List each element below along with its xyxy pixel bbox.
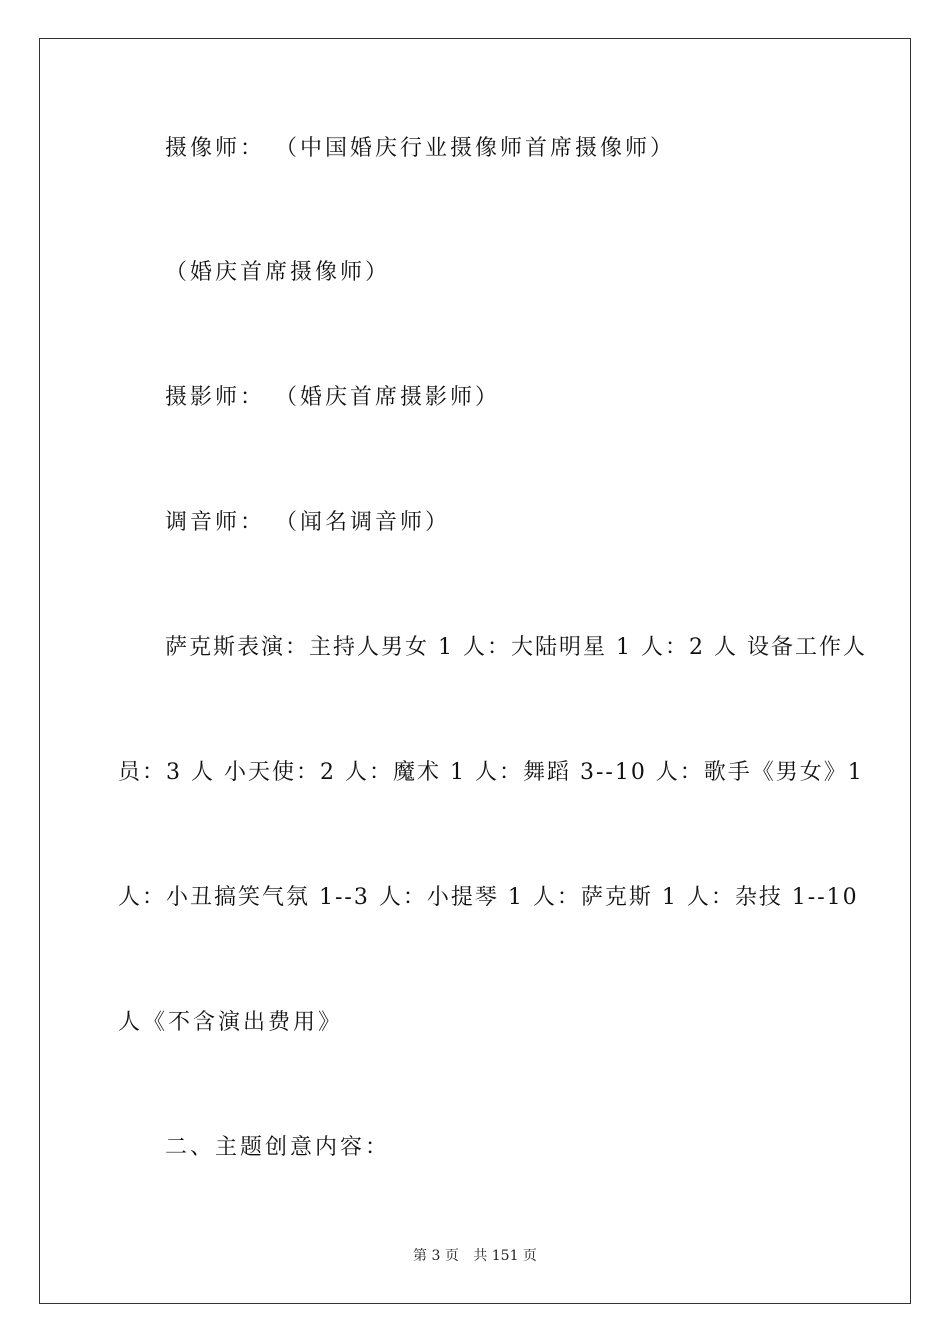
text-line-performers-2: 员：3 人 小天使：2 人：魔术 1 人：舞蹈 3--10 人：歌手《男女》1 [118, 760, 864, 785]
page-total: 共 151 页 [473, 1248, 537, 1264]
page-footer [0, 1246, 950, 1266]
text-line-sound-engineer: 调音师： （闻名调音师） [165, 510, 450, 535]
section-heading-theme: 二、主题创意内容： [165, 1135, 391, 1160]
text-line-performers-4: 人《不含演出费用》 [118, 1010, 344, 1035]
text-line-videographer: 摄像师： （中国婚庆行业摄像师首席摄像师） [165, 136, 675, 161]
text-line-performers-1: 萨克斯表演：主持人男女 1 人：大陆明星 1 人：2 人 设备工作人 [165, 635, 867, 660]
text-line-performers-3: 人：小丑搞笑气氛 1--3 人：小提琴 1 人：萨克斯 1 人：杂技 1--10 [118, 885, 859, 910]
text-line-photographer: 摄影师： （婚庆首席摄影师） [165, 385, 500, 410]
text-line-chief-videographer: （婚庆首席摄像师） [165, 260, 391, 285]
page-number: 第 3 页 [413, 1248, 459, 1264]
page-border [39, 38, 911, 1304]
